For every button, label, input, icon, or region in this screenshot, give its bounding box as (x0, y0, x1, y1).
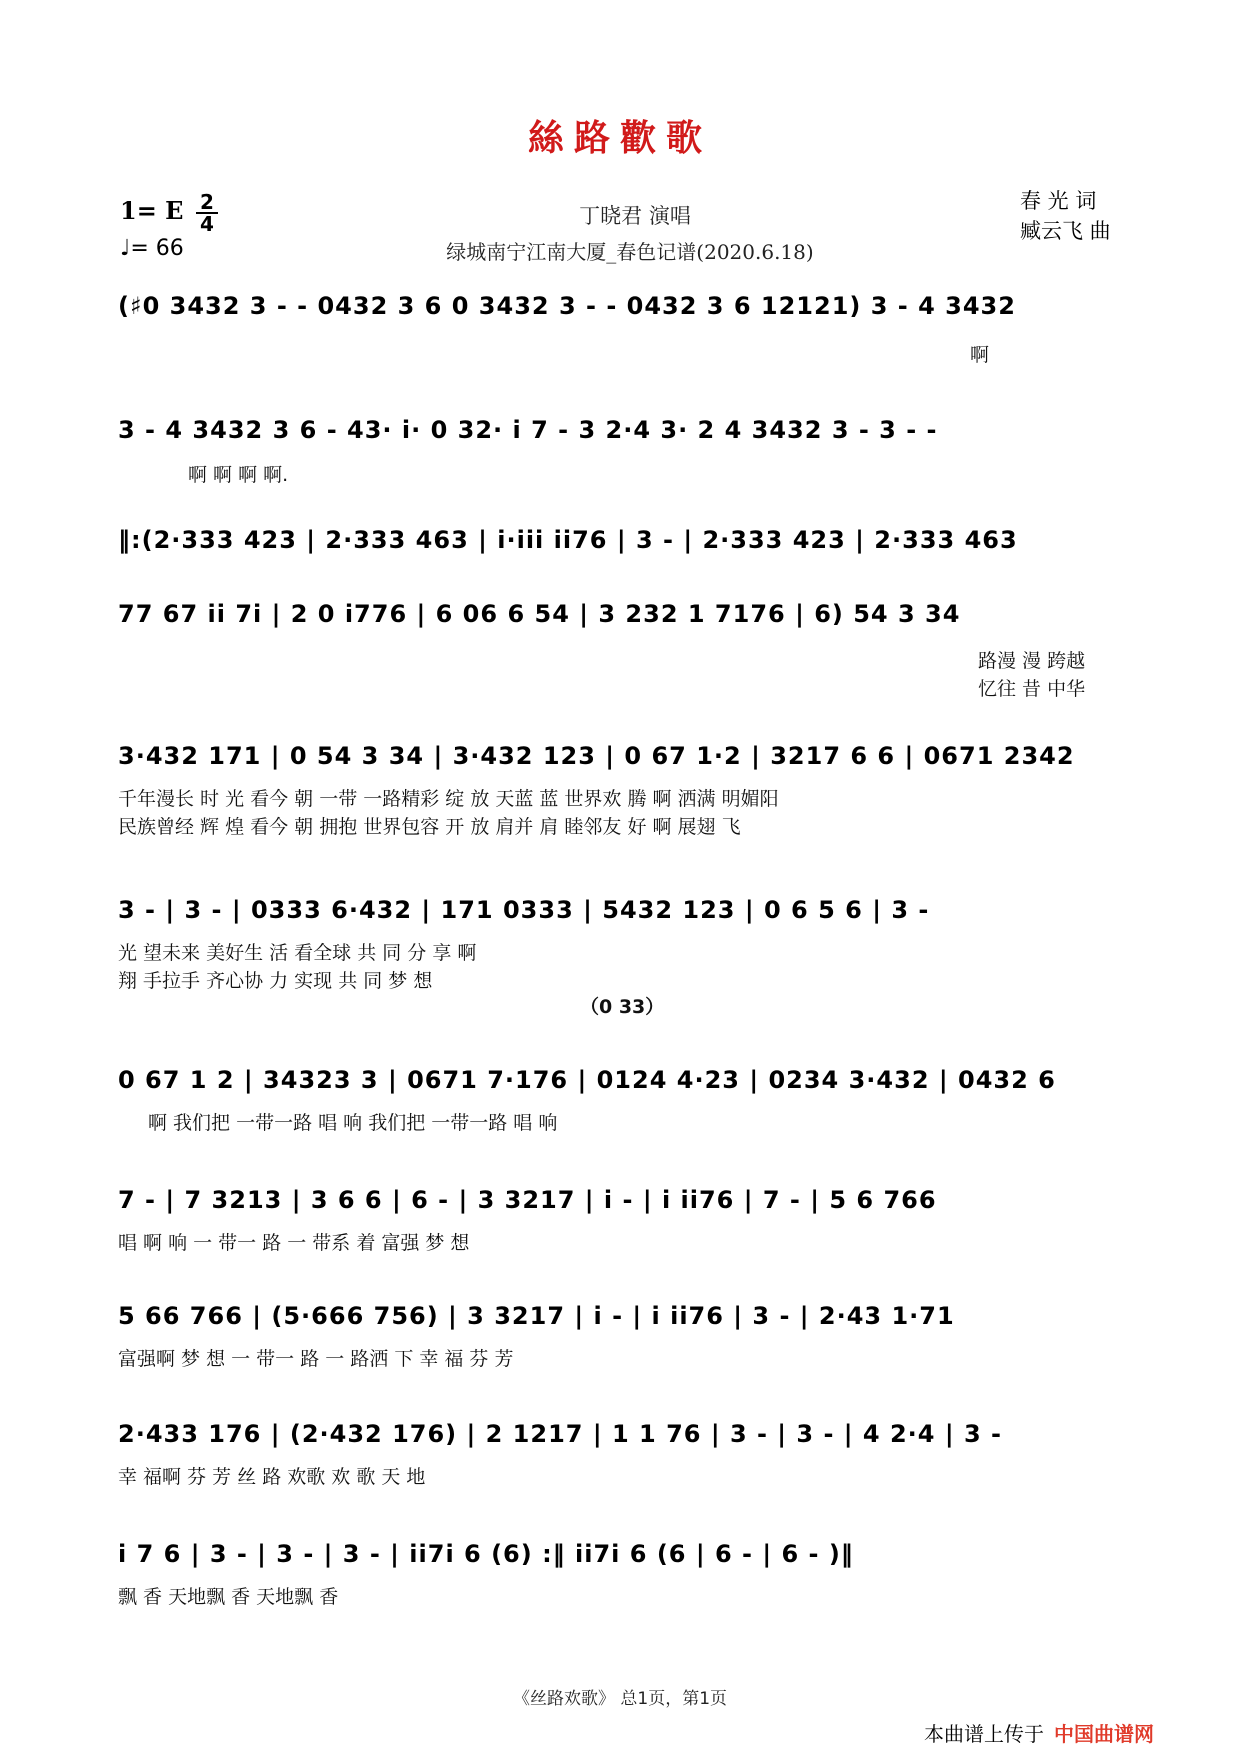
lyricist: 春 光 词 (1020, 189, 1097, 213)
notation: 3 - | 3 - | 0333 6·432 | 171 0333 | 5432 123 | 0 6 5 6 | 3 - (118, 896, 930, 924)
score-line-2 (118, 416, 1130, 486)
time-signature (196, 192, 218, 234)
score-line-9 (118, 1302, 1130, 1372)
lyrics: 啊 我们把 一带一路 唱 响 我们把 一带一路 唱 响 (148, 1112, 558, 1134)
score-line-11 (118, 1540, 1130, 1610)
score-line-3 (118, 526, 1130, 576)
notation: 3·432 171 | 0 54 3 34 | 3·432 123 | 0 67 1·2 | 3217 6 6 | 0671 2342 (118, 742, 1075, 770)
notation: (♯0 3432 3 - - 0432 3 6 0 3432 3 - - 0432 3 6 12121) 3 - 4 3432 (118, 292, 1016, 320)
key-signature: 1= E (120, 196, 184, 225)
page-footer: 《丝路欢歌》 总1页，第1页 (512, 1689, 728, 1709)
notation: ‖:(2·333 423 | 2·333 463 | i·iii ii76 | 3 - | 2·333 423 | 2·333 463 (118, 526, 1018, 554)
lyrics-verse-1: 路漫 漫 跨越 (978, 650, 1086, 672)
notation: 3 - 4 3432 3 6 - 43· i· 0 32· i 7 - 3 2·4 3· 2 4 3432 3 - 3 - - (118, 416, 938, 444)
score-line-1 (118, 292, 1130, 366)
lyrics-verse-2: 翔 手拉手 齐心协 力 实现 共 同 梦 想 (118, 970, 433, 992)
time-signature-bottom: 4 (196, 212, 218, 234)
lyrics: 富强啊 梦 想 一 带一 路 一 路洒 下 幸 福 芬 芳 (118, 1348, 514, 1370)
notation: 7 - | 7 3213 | 3 6 6 | 6 - | 3 3217 | i - | i ii76 | 7 - | 5 6 766 (118, 1186, 937, 1214)
time-signature-top: 2 (200, 190, 214, 214)
notation: 0 67 1 2 | 34323 3 | 0671 7·176 | 0124 4·23 | 0234 3·432 | 0432 6 (118, 1066, 1056, 1094)
lyrics: 幸 福啊 芬 芳 丝 路 欢歌 欢 歌 天 地 (118, 1466, 426, 1488)
alternate-notes: （0 33） (580, 996, 665, 1018)
score-line-5 (118, 742, 1130, 852)
score-line-4 (118, 600, 1130, 710)
lyrics: 啊 啊 啊 啊. (188, 464, 289, 486)
song-title: 絲路歡歌 (527, 117, 712, 159)
upload-watermark (924, 1718, 1154, 1747)
lyrics-verse-2: 忆往 昔 中华 (978, 678, 1086, 700)
performer: 丁晓君 演唱 (579, 204, 691, 228)
score-line-7 (118, 1066, 1130, 1136)
score-line-10 (118, 1420, 1130, 1490)
score-line-8 (118, 1186, 1130, 1256)
notation: i 7 6 | 3 - | 3 - | 3 - | ii7i 6 (6) :‖ ii7i 6 (6 | 6 - | 6 - )‖ (118, 1540, 854, 1568)
notation: 5 66 766 | (5·666 756) | 3 3217 | i - | i ii76 | 3 - | 2·43 1·71 (118, 1302, 955, 1330)
credits (1020, 186, 1111, 246)
composer: 臧云飞 曲 (1020, 219, 1111, 243)
lyrics: 飘 香 天地飘 香 天地飘 香 (118, 1586, 339, 1608)
transcription-note: 绿城南宁江南大厦_春色记谱(2020.6.18) (446, 240, 814, 264)
site-logo: 中国曲谱网 (1054, 1722, 1154, 1746)
score-line-6 (118, 896, 1130, 1026)
notation: 77 67 ii 7i | 2 0 i776 | 6 06 6 54 | 3 232 1 7176 | 6) 54 3 34 (118, 600, 961, 628)
tempo-marking: ♩= 66 (120, 236, 184, 261)
lyrics: 啊 (970, 344, 990, 366)
lyrics-verse-1: 光 望未来 美好生 活 看全球 共 同 分 享 啊 (118, 942, 477, 964)
lyrics-verse-1: 千年漫长 时 光 看今 朝 一带 一路精彩 绽 放 天蓝 蓝 世界欢 腾 啊 洒满 明媚阳 (118, 788, 779, 810)
notation: 2·433 176 | (2·432 176) | 2 1217 | 1 1 76 | 3 - | 3 - | 4 2·4 | 3 - (118, 1420, 1002, 1448)
upload-note: 本曲谱上传于 (924, 1722, 1044, 1746)
lyrics: 唱 啊 响 一 带一 路 一 带系 着 富强 梦 想 (118, 1232, 470, 1254)
lyrics-verse-2: 民族曾经 辉 煌 看今 朝 拥抱 世界包容 开 放 肩并 肩 睦邻友 好 啊 展翅 飞 (118, 816, 741, 838)
